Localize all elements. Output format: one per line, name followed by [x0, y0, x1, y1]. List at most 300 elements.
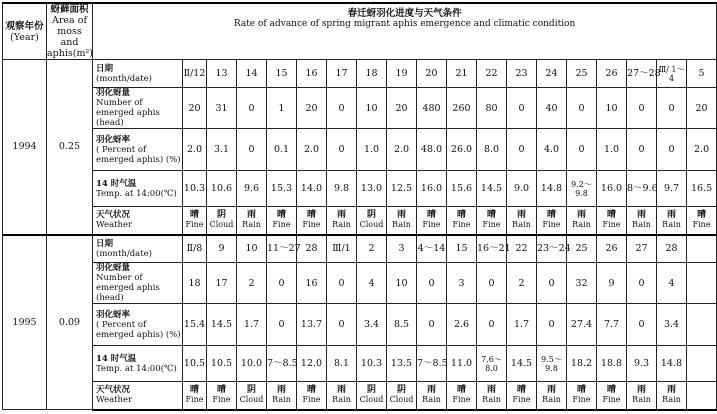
temp-cell: 10.0: [237, 346, 267, 382]
weather-en: Rain: [662, 395, 681, 405]
weather-en: Rain: [482, 395, 501, 405]
number-cell: 0: [327, 88, 357, 129]
weather-zh: 阴: [366, 385, 376, 396]
rate-cell: 0: [417, 304, 447, 346]
number-cell: [687, 263, 717, 304]
temp-cell: 16.0: [597, 171, 627, 207]
temp-label-en: Temp. at 14:00(℃): [96, 188, 177, 199]
weather-en: Fine: [272, 220, 291, 230]
number-cell: 0: [237, 88, 267, 129]
weather-cell: [597, 207, 627, 235]
weather-zh: 雨: [516, 210, 526, 221]
weather-zh: 雨: [336, 210, 346, 221]
weather-cell: [417, 207, 447, 235]
number-row: [3, 88, 717, 129]
weather-label-en: Weather: [96, 220, 133, 231]
weather-en: Fine: [572, 395, 591, 405]
date-cell: 14: [237, 60, 267, 88]
date-row: [3, 235, 717, 263]
date-cell: 13: [207, 60, 237, 88]
rate-label: [93, 304, 183, 346]
weather-zh: 晴: [189, 210, 199, 221]
weather-cell: [297, 207, 327, 235]
weather-en: Rain: [392, 220, 411, 230]
rate-cell: 0: [657, 129, 687, 171]
date-cell: 27: [627, 235, 657, 263]
title-zh: 春迁蚜羽化进度与天气条件: [347, 8, 462, 19]
weather-zh: 晴: [216, 385, 226, 396]
weather-zh: 晴: [456, 210, 466, 221]
rate-label: [93, 129, 183, 171]
date-cell: 25: [567, 60, 597, 88]
temp-cell: 10.6: [207, 171, 237, 207]
weather-en: Rain: [512, 220, 531, 230]
number-cell: 20: [297, 88, 327, 129]
weather-cell: [417, 382, 447, 410]
weather-cell: [387, 207, 417, 235]
temp-cell: 7～8.5: [267, 346, 297, 382]
date-cell: 5: [687, 60, 717, 88]
number-cell: 10: [357, 88, 387, 129]
weather-en: Fine: [452, 395, 471, 405]
weather-cell: [597, 382, 627, 410]
number-cell: 0: [657, 88, 687, 129]
weather-cell: [537, 382, 567, 410]
weather-zh: 雨: [546, 385, 556, 396]
temp-cell: 14.8: [537, 171, 567, 207]
date-cell: 2: [357, 235, 387, 263]
number-label-zh: 羽化蚜量: [96, 263, 131, 273]
number-cell: 1: [267, 88, 297, 129]
date-cell: 25: [567, 235, 597, 263]
temp-cell: 14.8: [657, 346, 687, 382]
rate-cell: 4.0: [537, 129, 567, 171]
weather-cell: [657, 382, 687, 410]
weather-zh: 雨: [426, 385, 436, 396]
date-cell: 23: [507, 60, 537, 88]
weather-zh: 晴: [306, 385, 316, 396]
date-cell: 4～14: [417, 235, 447, 263]
weather-zh: 晴: [189, 385, 199, 396]
year-cell: 1994: [3, 60, 47, 235]
date-cell: Ⅱ/12: [183, 60, 207, 88]
number-cell: 20: [387, 88, 417, 129]
rate-cell: 48.0: [417, 129, 447, 171]
number-cell: 32: [567, 263, 597, 304]
weather-en: Cloud: [359, 395, 384, 405]
rate-cell: 1.0: [357, 129, 387, 171]
rate-cell: 0: [627, 304, 657, 346]
weather-cell: [627, 207, 657, 235]
rate-label-en: ( Percent of emerged aphis) (%): [96, 144, 181, 165]
number-cell: 2: [237, 263, 267, 304]
date-cell: 23～24: [537, 235, 567, 263]
date-cell: 16～21: [477, 235, 507, 263]
weather-zh: 雨: [576, 210, 586, 221]
temp-cell: 16.0: [417, 171, 447, 207]
rate-cell: 3.4: [357, 304, 387, 346]
temp-label-zh: 14 时气温: [96, 178, 137, 189]
weather-cell: [237, 207, 267, 235]
number-cell: 17: [207, 263, 237, 304]
weather-zh: 晴: [306, 210, 316, 221]
weather-cell: [567, 207, 597, 235]
weather-zh: 雨: [486, 385, 496, 396]
rate-cell: 0: [327, 304, 357, 346]
rate-label-en: ( Percent of emerged aphis) (%): [96, 319, 181, 340]
weather-en: Cloud: [389, 395, 414, 405]
weather-zh: 阴: [246, 385, 256, 396]
weather-label: [93, 382, 183, 410]
number-row: [3, 263, 717, 304]
area-header: [47, 3, 93, 60]
weather-en: Fine: [602, 220, 621, 230]
number-cell: 2: [507, 263, 537, 304]
weather-en: Rain: [632, 395, 651, 405]
number-label-en: Number of emerged aphis (head): [96, 98, 160, 128]
weather-zh: 阴: [366, 210, 376, 221]
weather-en: Fine: [482, 220, 501, 230]
weather-en: Cloud: [239, 395, 264, 405]
date-cell: 22: [477, 60, 507, 88]
weather-cell: [687, 207, 717, 235]
weather-en: Fine: [422, 220, 441, 230]
weather-cell: [207, 207, 237, 235]
number-cell: 0: [327, 263, 357, 304]
weather-cell: [657, 207, 687, 235]
rate-label-zh: 羽化蚜率: [96, 134, 131, 145]
rate-cell: 27.4: [567, 304, 597, 346]
weather-en: Rain: [572, 220, 591, 230]
temp-label-zh: 14 时气温: [96, 353, 137, 364]
weather-en: Fine: [212, 395, 231, 405]
number-cell: 0: [477, 263, 507, 304]
year-header-en: (Year): [10, 31, 39, 43]
temp-cell: 10.5: [207, 346, 237, 382]
temp-cell: 14.5: [477, 171, 507, 207]
temp-cell: 18.2: [567, 346, 597, 382]
number-cell: 20: [183, 88, 207, 129]
date-label-zh: 日期: [96, 63, 114, 74]
weather-zh: 阴: [396, 385, 406, 396]
date-cell: 15: [267, 60, 297, 88]
rate-cell: 2.0: [297, 129, 327, 171]
temp-cell: 10.3: [357, 346, 387, 382]
weather-en: Fine: [452, 220, 471, 230]
rate-cell: 2.6: [447, 304, 477, 346]
weather-en: Rain: [272, 395, 291, 405]
weather-zh: 雨: [666, 385, 676, 396]
weather-cell: [687, 382, 717, 410]
date-cell: Ⅲ/1: [327, 235, 357, 263]
weather-cell: [507, 382, 537, 410]
temp-cell: 15.3: [267, 171, 297, 207]
weather-zh: 雨: [636, 385, 646, 396]
date-cell: 28: [297, 235, 327, 263]
date-cell: 19: [387, 60, 417, 88]
date-row: [3, 60, 717, 88]
temp-cell: 8～9.6: [627, 171, 657, 207]
temp-cell: 9.5～ 9.8: [537, 346, 567, 382]
rate-cell: 0: [477, 304, 507, 346]
year-cell: 1995: [3, 235, 47, 410]
number-cell: 260: [447, 88, 477, 129]
temp-cell: 10.5: [183, 346, 207, 382]
date-cell: 17: [327, 60, 357, 88]
weather-en: Fine: [302, 395, 321, 405]
weather-en: Rain: [332, 220, 351, 230]
weather-cell: [567, 382, 597, 410]
date-cell: 28: [657, 235, 687, 263]
weather-cell: [447, 382, 477, 410]
weather-cell: [357, 382, 387, 410]
weather-cell: [387, 382, 417, 410]
weather-row: [3, 207, 717, 235]
weather-cell: [477, 207, 507, 235]
weather-en: Rain: [542, 395, 561, 405]
date-cell: 9: [207, 235, 237, 263]
date-label: [93, 60, 183, 88]
number-cell: 20: [687, 88, 717, 129]
weather-label-zh: 天气状况: [96, 385, 131, 396]
temp-cell: 18.8: [597, 346, 627, 382]
date-cell: 16: [297, 60, 327, 88]
year-header-zh: 观察年份: [5, 20, 44, 32]
date-cell: 26: [597, 235, 627, 263]
weather-zh: 雨: [276, 385, 286, 396]
date-cell: 15: [447, 235, 477, 263]
temp-label: [93, 346, 183, 382]
weather-label-en: Weather: [96, 395, 133, 406]
temp-row: [3, 171, 717, 207]
number-cell: 4: [657, 263, 687, 304]
temp-cell: 14.0: [297, 171, 327, 207]
weather-cell: [267, 207, 297, 235]
weather-en: Fine: [185, 395, 204, 405]
weather-cell: [237, 382, 267, 410]
weather-en: Fine: [512, 395, 531, 405]
rate-cell: 26.0: [447, 129, 477, 171]
temp-cell: 10.3: [183, 171, 207, 207]
weather-cell: [183, 382, 207, 410]
number-cell: 0: [507, 88, 537, 129]
weather-cell: [183, 207, 207, 235]
temp-cell: 11.0: [447, 346, 477, 382]
number-cell: 10: [597, 88, 627, 129]
weather-zh: 晴: [546, 210, 556, 221]
date-cell: 22: [507, 235, 537, 263]
date-cell: 24: [537, 60, 567, 88]
weather-zh: 晴: [516, 385, 526, 396]
year-header: [3, 3, 47, 60]
number-cell: 16: [297, 263, 327, 304]
rate-cell: 0: [567, 129, 597, 171]
rate-cell: 2.0: [183, 129, 207, 171]
number-cell: 9: [597, 263, 627, 304]
date-cell: 21: [447, 60, 477, 88]
weather-cell: [507, 207, 537, 235]
rate-cell: 0.1: [267, 129, 297, 171]
rate-cell: 2.0: [687, 129, 717, 171]
area-cell: 0.09: [47, 235, 93, 410]
number-cell: 0: [417, 263, 447, 304]
weather-zh: 晴: [276, 210, 286, 221]
title-header: [93, 3, 717, 60]
date-cell: Ⅲ/ 1～4: [657, 60, 687, 88]
weather-en: Rain: [422, 395, 441, 405]
weather-en: Fine: [692, 220, 711, 230]
weather-en: Fine: [302, 220, 321, 230]
date-cell: 26: [597, 60, 627, 88]
weather-zh: 雨: [636, 210, 646, 221]
temp-cell: 16.5: [687, 171, 717, 207]
rate-row: [3, 129, 717, 171]
number-cell: 80: [477, 88, 507, 129]
rate-cell: 1.0: [597, 129, 627, 171]
weather-row: [3, 382, 717, 410]
number-cell: 3: [447, 263, 477, 304]
number-cell: 0: [627, 88, 657, 129]
weather-zh: 晴: [486, 210, 496, 221]
rate-cell: 0: [267, 304, 297, 346]
date-label-zh: 日期: [96, 238, 114, 249]
temp-cell: [687, 346, 717, 382]
temp-cell: 9.3: [627, 346, 657, 382]
date-cell: [687, 235, 717, 263]
temp-cell: 9.8: [327, 171, 357, 207]
weather-zh: 晴: [606, 385, 616, 396]
weather-label: [93, 207, 183, 235]
date-cell: 18: [357, 60, 387, 88]
rate-cell: 0: [537, 304, 567, 346]
weather-cell: [327, 207, 357, 235]
weather-cell: [267, 382, 297, 410]
rate-cell: 8.0: [477, 129, 507, 171]
number-cell: 0: [537, 263, 567, 304]
weather-cell: [477, 382, 507, 410]
number-cell: 0: [567, 88, 597, 129]
rate-cell: 2.0: [387, 129, 417, 171]
weather-zh: 晴: [697, 210, 707, 221]
temp-cell: 9.0: [507, 171, 537, 207]
rate-cell: 15.4: [183, 304, 207, 346]
number-cell: 31: [207, 88, 237, 129]
temp-cell: 12.5: [387, 171, 417, 207]
weather-en: Cloud: [209, 220, 234, 230]
weather-en: Rain: [662, 220, 681, 230]
rate-cell: 7.7: [597, 304, 627, 346]
weather-zh: 雨: [396, 210, 406, 221]
aphis-emergence-table: [2, 2, 717, 411]
weather-en: Rain: [332, 395, 351, 405]
rate-cell: 3.4: [657, 304, 687, 346]
weather-cell: [627, 382, 657, 410]
weather-zh: 雨: [666, 210, 676, 221]
rate-cell: 0: [627, 129, 657, 171]
temp-label-en: Temp. at 14:00(℃): [96, 363, 177, 374]
date-cell: 27～28: [627, 60, 657, 88]
weather-zh: 雨: [336, 385, 346, 396]
weather-cell: [297, 382, 327, 410]
weather-cell: [327, 382, 357, 410]
date-cell: 11～27: [267, 235, 297, 263]
rate-cell: 1.7: [237, 304, 267, 346]
temp-cell: 13.0: [357, 171, 387, 207]
date-cell: 3: [387, 235, 417, 263]
weather-cell: [207, 382, 237, 410]
weather-zh: 晴: [606, 210, 616, 221]
rate-cell: 0: [507, 129, 537, 171]
weather-zh: 晴: [456, 385, 466, 396]
temp-cell: 9.2～ 9.8: [567, 171, 597, 207]
temp-cell: 7～8.5: [417, 346, 447, 382]
number-label-zh: 羽化蚜量: [96, 88, 131, 98]
rate-row: [3, 304, 717, 346]
rate-cell: 3.1: [207, 129, 237, 171]
rate-cell: [687, 304, 717, 346]
weather-zh: 阴: [216, 210, 226, 221]
weather-en: Fine: [542, 220, 561, 230]
weather-en: Cloud: [359, 220, 384, 230]
date-label-en: (month/date): [96, 248, 152, 259]
weather-en: Fine: [185, 220, 204, 230]
rate-label-zh: 羽化蚜率: [96, 309, 131, 320]
temp-cell: 9.7: [657, 171, 687, 207]
number-label: [93, 263, 183, 304]
number-label: [93, 88, 183, 129]
date-label: [93, 235, 183, 263]
weather-label-zh: 天气状况: [96, 210, 131, 221]
number-cell: 18: [183, 263, 207, 304]
number-label-en: Number of emerged aphis (head): [96, 273, 160, 303]
weather-cell: [357, 207, 387, 235]
temp-cell: 14.5: [507, 346, 537, 382]
temp-cell: 13.5: [387, 346, 417, 382]
number-cell: 4: [357, 263, 387, 304]
temp-cell: 8.1: [327, 346, 357, 382]
number-cell: 480: [417, 88, 447, 129]
weather-zh: 晴: [576, 385, 586, 396]
temp-cell: 12.0: [297, 346, 327, 382]
rate-cell: 13.7: [297, 304, 327, 346]
temp-cell: 15.6: [447, 171, 477, 207]
area-header-zh: 蚜藓面积: [50, 4, 89, 15]
number-cell: 40: [537, 88, 567, 129]
temp-cell: 9.6: [237, 171, 267, 207]
weather-zh: 雨: [246, 210, 256, 221]
weather-en: Rain: [242, 220, 261, 230]
date-label-en: (month/date): [96, 73, 152, 84]
rate-cell: 1.7: [507, 304, 537, 346]
number-cell: 0: [627, 263, 657, 304]
number-cell: 0: [267, 263, 297, 304]
weather-en: Rain: [632, 220, 651, 230]
date-cell: Ⅱ/8: [183, 235, 207, 263]
weather-zh: 晴: [426, 210, 436, 221]
title-en: Rate of advance of spring migrant aphis emergence and climatic condition: [233, 19, 576, 29]
temp-label: [93, 171, 183, 207]
area-header-en: Area of moss and aphis(m²): [47, 15, 94, 59]
date-cell: 20: [417, 60, 447, 88]
date-cell: 10: [237, 235, 267, 263]
weather-en: Fine: [602, 395, 621, 405]
rate-cell: 14.5: [207, 304, 237, 346]
temp-row: [3, 346, 717, 382]
rate-cell: 0: [327, 129, 357, 171]
number-cell: 10: [387, 263, 417, 304]
weather-cell: [537, 207, 567, 235]
area-cell: 0.25: [47, 60, 93, 235]
